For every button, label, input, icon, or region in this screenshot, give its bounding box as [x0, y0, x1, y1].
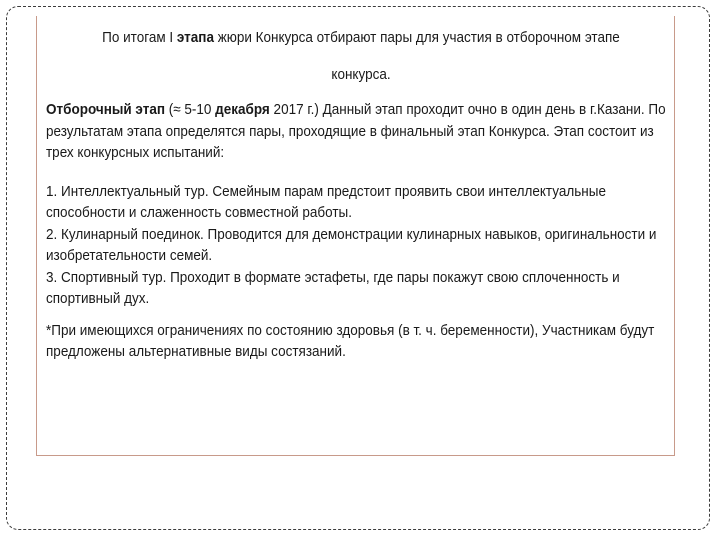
stage-items-list [46, 181, 676, 310]
health-note: *При имеющихся ограничениях по состоянию здоровья (в т. ч. беременности), Участникам будут предложены альтернативные виды состязаний. [46, 321, 655, 360]
title-text-start: По итогам I [102, 29, 177, 46]
title-stage-word: этапа [176, 29, 214, 46]
list-item: 3. Спортивный тур. Проходит в формате эстафеты, где пары покажут свою сплоченность и спортивный дух. [46, 268, 620, 307]
slide-content [46, 28, 676, 363]
stage-description: Данный этап проходит очно в один день в г.Казани. По результатам этапа определятся пары, проходящие в финальный этап Конкурса. Этап состоит из трех конкурсных испытаний: [46, 101, 666, 161]
title-line-2: конкурса. [331, 66, 391, 83]
stage-month: декабря [215, 101, 270, 118]
stage-dates-end: 2017 г.) [269, 101, 319, 118]
stage-paragraph [46, 99, 676, 164]
title-text-end: жюри Конкурса отбирают пары для участия в отборочном этапе [213, 29, 620, 46]
title-line-1 [78, 28, 645, 48]
list-item: 1. Интеллектуальный тур. Семейным парам предстоит проявить свои интеллектуальные способности и слаженность совместной работы. [46, 182, 606, 221]
stage-dates-start: (≈ 5-10 [164, 101, 216, 118]
list-item: 2. Кулинарный поединок. Проводится для демонстрации кулинарных навыков, оригинальности и изобретательности семей. [46, 225, 657, 264]
stage-label: Отборочный этап [46, 101, 165, 118]
